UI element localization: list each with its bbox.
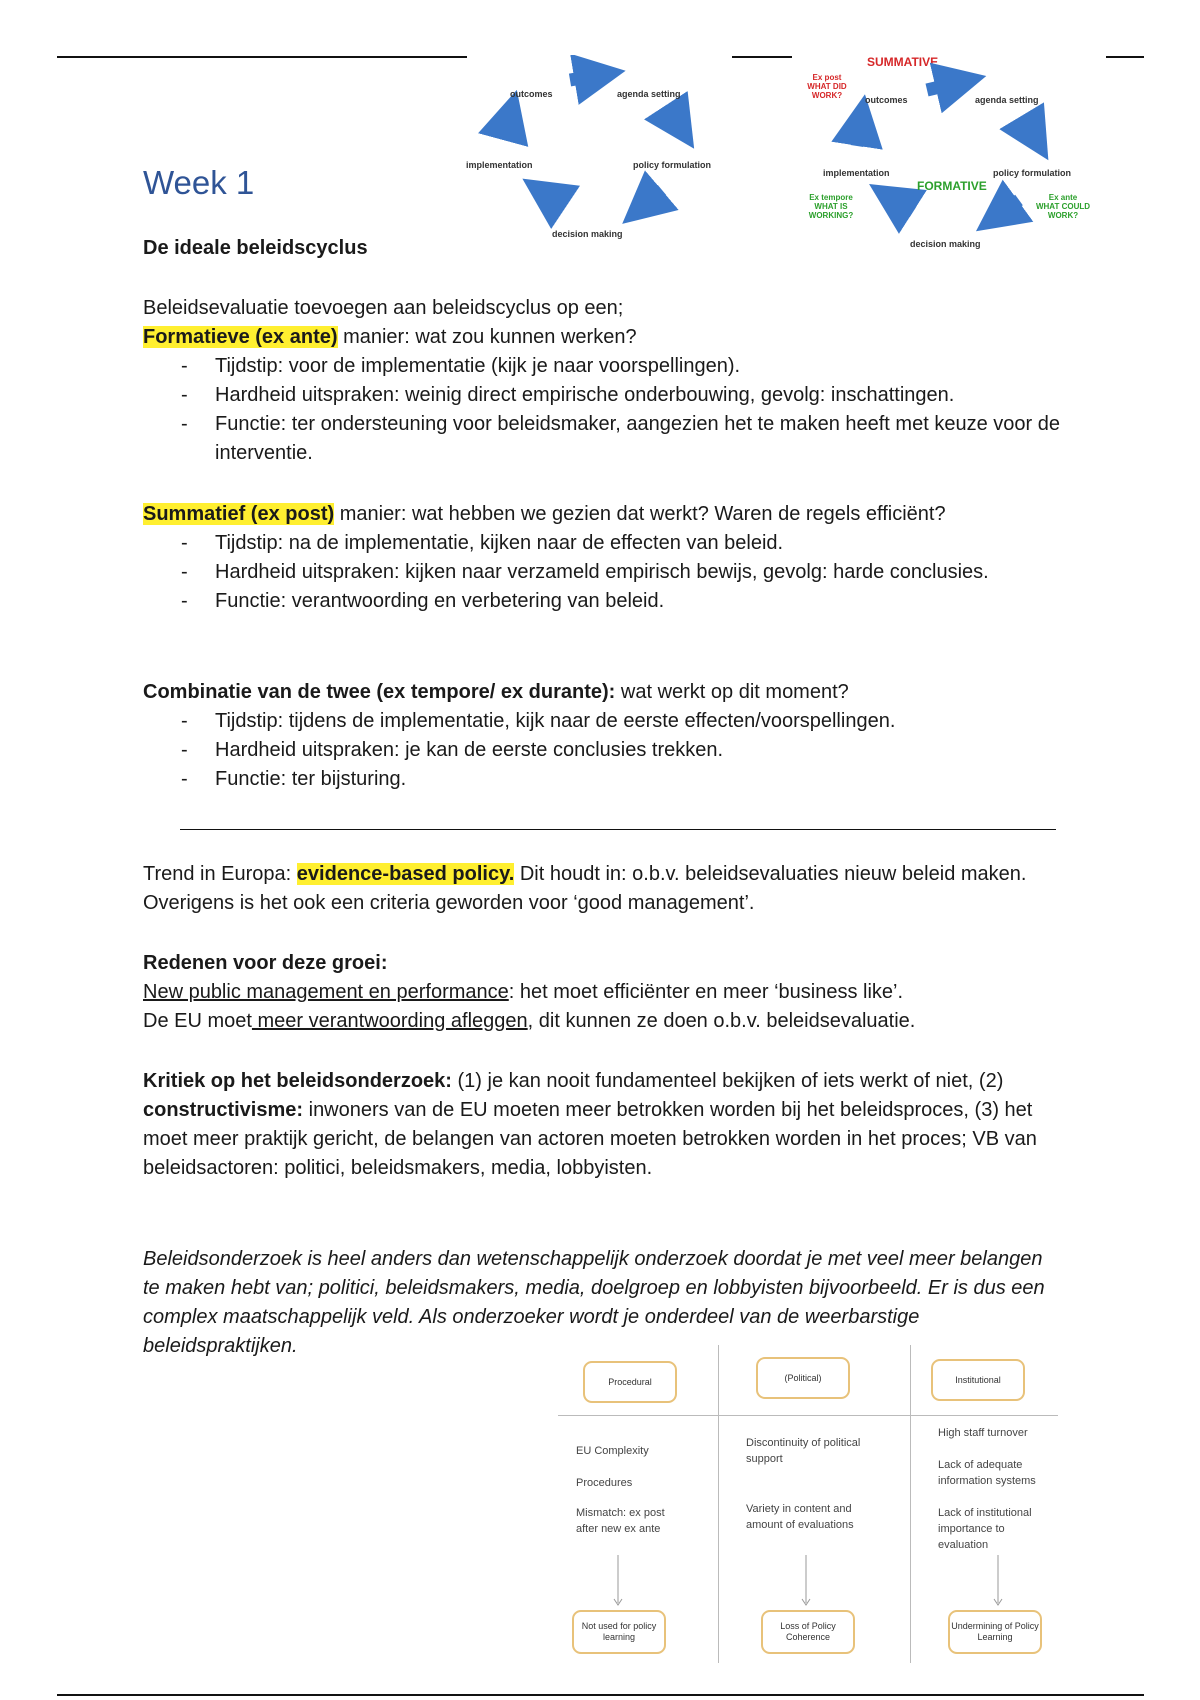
reasons-heading: Redenen voor deze groei:: [143, 952, 388, 974]
italic-paragraph: Beleidsonderzoek is heel anders dan wetenschappelijk onderzoek doordat je met veel meer belangen te maken hebt van; politici, beleidsmakers, media, doelgroep en lobbyisten bijvoorbeeld. Er is dus een complex maatschappelijk veld. Als onderzoeker wordt je onderdeel van de weerbarstige beleidspraktijken.: [143, 1248, 1045, 1357]
reasons-line2-pre: De EU moet: [143, 1010, 252, 1032]
top-rule-left: [57, 56, 467, 58]
arrow-decision-to-implementation: [544, 193, 562, 205]
list-item: - Hardheid uitspraken: weinig direct empirische onderbouwing, gevolg: inschattingen.: [143, 381, 1063, 410]
trend-post: Dit houdt in: o.b.v. beleidsevaluaties nieuw beleid maken. Overigens is het ook een criteria geworden voor ‘good management’.: [143, 863, 1027, 914]
svg-text:WHAT IS: WHAT IS: [814, 202, 848, 211]
svg-text:WORK?: WORK?: [1047, 211, 1079, 220]
arrow-outcomes-to-agenda: [570, 75, 600, 80]
reasons-line1-rest: : het moet efficiënter en meer ‘business like’.: [508, 981, 904, 1003]
combination-rest: wat werkt op dit moment?: [615, 681, 849, 703]
list-item: - Hardheid uitspraken: je kan de eerste conclusies trekken.: [143, 736, 1063, 765]
label-outcomes: outcomes: [510, 89, 553, 99]
cell-mismatch: Mismatch: ex post after new ex ante: [576, 1507, 665, 1535]
critique-text-1: (1) je kan nooit fundamenteel bekijken of iets werkt of niet, (2): [451, 1070, 1004, 1092]
cell-procedures: Procedures: [576, 1477, 633, 1489]
formative-highlight: Formatieve (ex ante): [143, 326, 338, 348]
cell-information-systems: Lack of adequate information systems: [938, 1459, 1036, 1487]
cell-staff-turnover: High staff turnover: [938, 1427, 1028, 1439]
summative-highlight: Summatief (ex post): [143, 503, 335, 525]
cell-variety: Variety in content and amount of evaluations: [746, 1503, 854, 1531]
svg-text:WHAT DID: WHAT DID: [807, 82, 847, 91]
cell-discontinuity: Discontinuity of political support: [746, 1437, 861, 1465]
table-divider-v1: [718, 1345, 719, 1663]
section-divider: [180, 829, 1056, 830]
svg-text:Ex ante: Ex ante: [1048, 193, 1078, 202]
reasons-line-2: [143, 1007, 1083, 1036]
combination-bold: Combinatie van de twee (ex tempore/ ex durante):: [143, 681, 616, 703]
evaluation-barriers-table: [558, 1345, 1058, 1663]
header-political: (Political): [756, 1357, 850, 1399]
list-item: - Functie: ter ondersteuning voor beleidsmaker, aangezien het te maken heeft met keuze voor de interventie.: [143, 410, 1063, 468]
formative-rest: manier: wat zou kunnen werken?: [337, 326, 637, 348]
combination-line: [143, 678, 1083, 707]
list-item: - Tijdstip: voor de implementatie (kijk je naar voorspellingen).: [143, 352, 1063, 381]
critique-bold-2: constructivisme:: [143, 1099, 304, 1121]
reasons-line-1: [143, 978, 1083, 1007]
list-item: - Functie: verantwoording en verbetering van beleid.: [143, 587, 1063, 616]
label-formative: FORMATIVE: [917, 179, 987, 193]
svg-text:WORKING?: WORKING?: [808, 211, 854, 220]
label-policy-formulation: policy formulation: [633, 160, 712, 170]
critique-bold-1: Kritiek op het beleidsonderzoek:: [143, 1070, 452, 1092]
combination-list: [143, 707, 1063, 794]
formative-list: [143, 352, 1063, 468]
svg-text:Ex post: Ex post: [812, 73, 842, 82]
arrow-agenda-to-policy: [667, 107, 680, 127]
outcome-policy-learning: Not used for policy learning: [572, 1610, 666, 1654]
list-item: - Tijdstip: na de implementatie, kijken naar de effecten van beleid.: [143, 529, 1063, 558]
summative-line: [143, 500, 1063, 529]
section-heading-cycle: De ideale beleidscyclus: [143, 237, 368, 259]
label-agenda-setting-r: agenda setting: [975, 95, 1039, 105]
policy-cycle-diagram: [462, 55, 732, 245]
reasons-npm: New public management en performance: [143, 981, 509, 1003]
trend-highlight: evidence-based policy.: [296, 863, 515, 885]
svg-text:WORK?: WORK?: [811, 91, 843, 100]
svg-text:WHAT COULD: WHAT COULD: [1035, 202, 1091, 211]
outcome-undermining: Undermining of Policy Learning: [948, 1610, 1042, 1654]
arrow-implementation-to-outcomes: [504, 115, 510, 137]
formative-line: [143, 323, 1063, 352]
label-outcomes-r: outcomes: [865, 95, 908, 105]
label-implementation: implementation: [466, 160, 533, 170]
page-title: Week 1: [143, 164, 255, 201]
trend-paragraph: [143, 860, 1058, 918]
label-ex-ante: [1036, 193, 1090, 220]
evaluation-cycle-diagram: [795, 50, 1100, 255]
label-summative: SUMMATIVE: [867, 55, 939, 69]
list-item: - Hardheid uitspraken: kijken naar verzameld empirisch bewijs, gevolg: harde conclusies.: [143, 558, 1063, 587]
outcome-policy-coherence: Loss of Policy Coherence: [761, 1610, 855, 1654]
reasons-line2-rest: , dit kunnen ze doen o.b.v. beleidsevaluatie.: [527, 1010, 916, 1032]
label-agenda-setting: agenda setting: [617, 89, 681, 99]
svg-text:Ex tempore: Ex tempore: [809, 193, 853, 202]
label-decision-making-r: decision making: [910, 239, 981, 249]
table-divider-h: [558, 1415, 1058, 1416]
table-down-arrows: [558, 1555, 1058, 1615]
label-ex-post: [807, 73, 847, 100]
cell-eu-complexity: EU Complexity: [576, 1445, 649, 1457]
header-procedural: Procedural: [583, 1361, 677, 1403]
label-policy-formulation-r: policy formulation: [993, 168, 1072, 178]
trend-pre: Trend in Europa:: [143, 863, 297, 885]
cell-institutional-importance: Lack of institutional importance to evaluation: [938, 1507, 1032, 1551]
label-implementation-r: implementation: [823, 168, 890, 178]
arrow-policy-to-decision: [642, 190, 662, 207]
critique-text-2: inwoners van de EU moeten meer betrokken worden bij het beleidsproces, (3) het moet meer praktijk gericht, de belangen van actoren moeten betrokken worden in het proces; VB van beleidsactoren: politici, beleidsmakers, media, lobbyisten.: [143, 1099, 1037, 1179]
label-decision-making: decision making: [552, 229, 623, 239]
list-item: - Functie: ter bijsturing.: [143, 765, 1063, 794]
critique-paragraph: [143, 1067, 1063, 1183]
intro-line: Beleidsevaluatie toevoegen aan beleidscyclus op een;: [143, 297, 624, 319]
summative-list: [143, 529, 1063, 616]
top-rule-right: [1106, 56, 1144, 58]
label-ex-tempore: [809, 193, 854, 220]
list-item: - Tijdstip: tijdens de implementatie, kijk naar de eerste effecten/voorspellingen.: [143, 707, 1063, 736]
summative-rest: manier: wat hebben we gezien dat werkt? Waren de regels efficiënt?: [334, 503, 946, 525]
top-rule-mid: [732, 56, 792, 58]
table-divider-v2: [910, 1345, 911, 1663]
bottom-rule: [57, 1694, 1144, 1696]
reasons-accountability: meer verantwoording afleggen: [251, 1010, 528, 1032]
header-institutional: Institutional: [931, 1359, 1025, 1401]
